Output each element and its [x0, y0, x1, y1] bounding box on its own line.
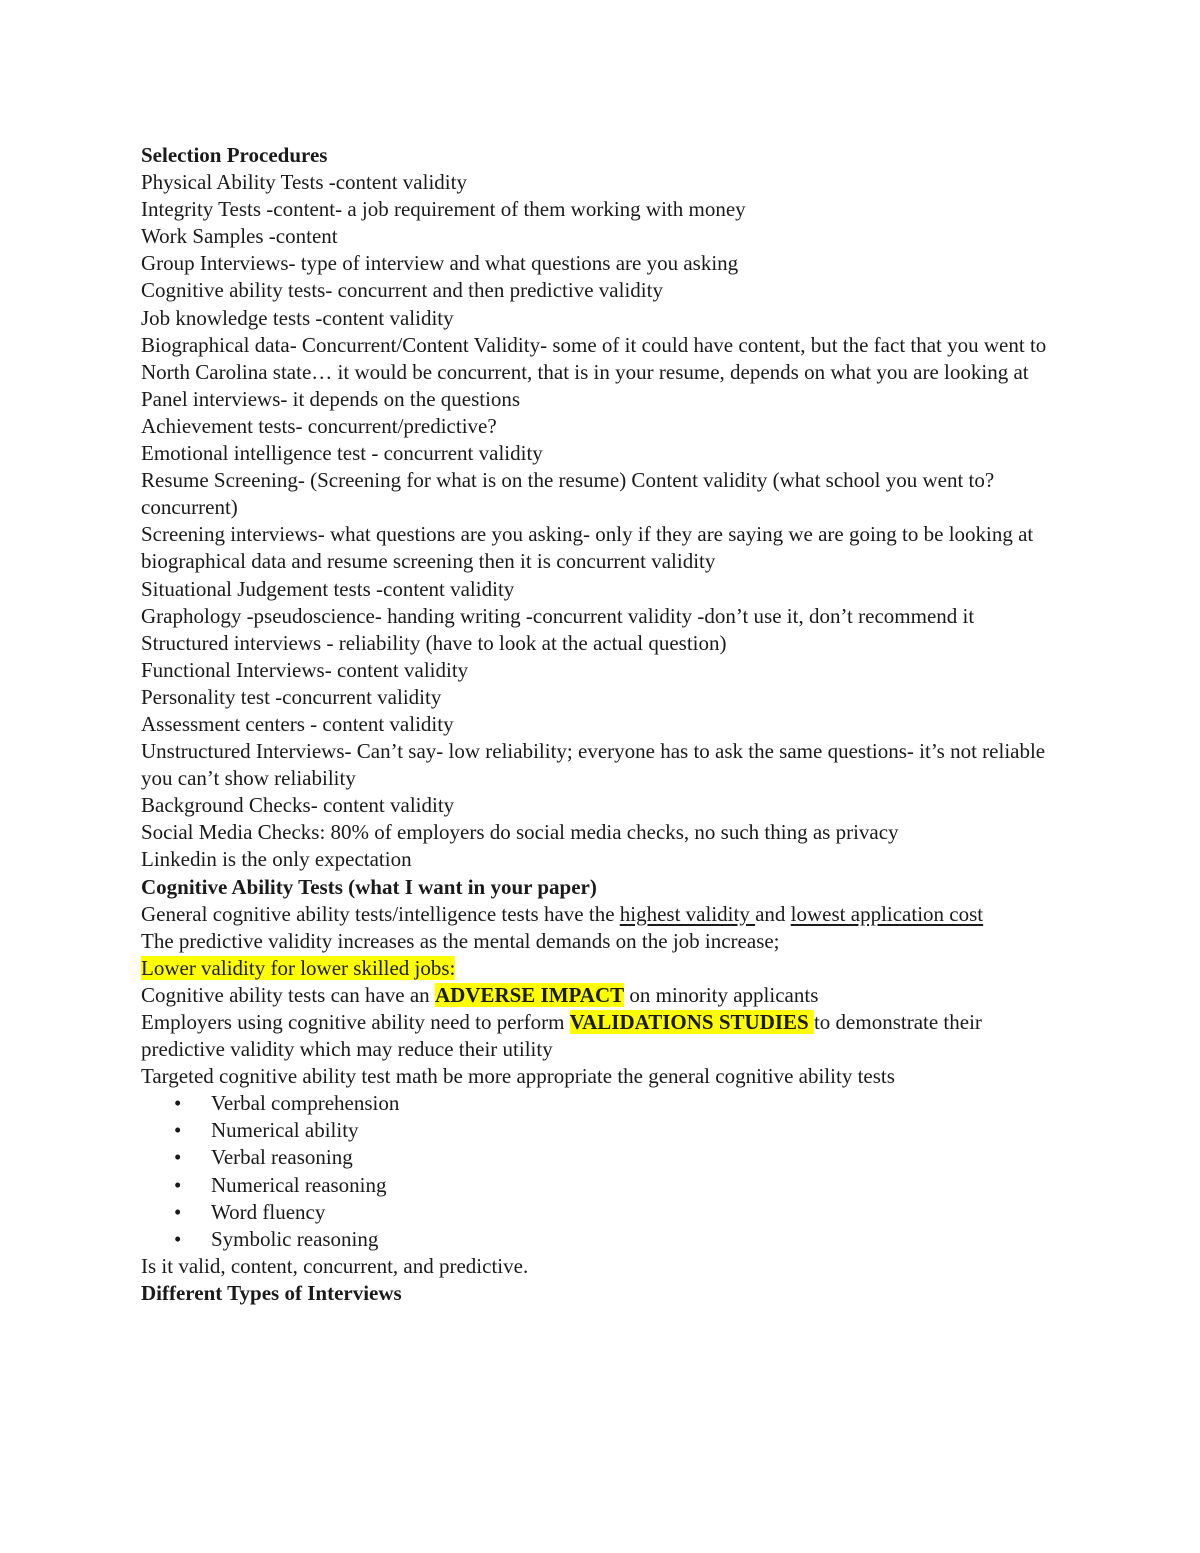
section-heading-different-types-of-interviews: Different Types of Interviews [141, 1280, 402, 1305]
bullet-icon: • [174, 1172, 182, 1197]
highlighted-lower-validity: Lower validity for lower skilled jobs: [141, 955, 456, 980]
selection-line-situational-judgement: Situational Judgement tests -content validity [141, 576, 515, 601]
selection-line-functional-interviews: Functional Interviews- content validity [141, 657, 469, 682]
bullet-icon: • [174, 1199, 182, 1224]
cognitive-predictive-line: The predictive validity increases as the mental demands on the job increase; [141, 928, 780, 953]
validation-pre: Employers using cognitive ability need to perform [141, 1010, 570, 1034]
highlighted-adverse-impact: ADVERSE IMPACT [434, 982, 625, 1007]
cognitive-general-line [141, 901, 1071, 928]
list-item-label: Numerical ability [211, 1118, 359, 1143]
cognitive-validation-studies-line [141, 1009, 1071, 1063]
list-item-label: Verbal reasoning [211, 1145, 353, 1170]
bullet-icon: • [174, 1091, 182, 1116]
highlighted-validation-studies: VALIDATIONS STUDIES [569, 1010, 814, 1034]
bullet-icon: • [174, 1145, 182, 1170]
selection-line-structured-interviews: Structured interviews - reliability (have to look at the actual question) [141, 630, 727, 655]
cognitive-general-text: General cognitive ability tests/intelligence tests have the [141, 901, 620, 926]
selection-line-job-knowledge: Job knowledge tests -content validity [141, 305, 454, 330]
section-heading-cognitive-ability-tests: Cognitive Ability Tests (what I want in your paper) [141, 874, 597, 899]
list-item [141, 1117, 1071, 1144]
cognitive-ability-bullet-list [141, 1090, 1071, 1253]
selection-line-group-interviews: Group Interviews- type of interview and what questions are you asking [141, 251, 739, 276]
underlined-lowest-application-cost: lowest application cost [790, 901, 984, 926]
selection-line-linkedin: Linkedin is the only expectation [141, 847, 412, 872]
cognitive-lower-validity-line [141, 955, 1071, 982]
list-item-label: Word fluency [211, 1199, 326, 1224]
list-item [141, 1090, 1071, 1117]
cognitive-general-and: and [755, 901, 791, 926]
selection-line-work-samples: Work Samples -content [141, 224, 338, 249]
list-item [141, 1144, 1071, 1171]
selection-line-achievement-tests: Achievement tests- concurrent/predictive? [141, 413, 497, 438]
adverse-impact-post: on minority applicants [624, 982, 819, 1007]
cognitive-targeted-line: Targeted cognitive ability test math be more appropriate the general cognitive ability tests [141, 1064, 895, 1089]
section-heading-selection-procedures: Selection Procedures [141, 143, 328, 167]
list-item-label: Verbal comprehension [211, 1091, 400, 1116]
list-item [141, 1172, 1071, 1199]
selection-line-assessment-centers: Assessment centers - content validity [141, 711, 454, 736]
selection-line-cognitive-ability: Cognitive ability tests- concurrent and then predictive validity [141, 278, 663, 303]
cognitive-adverse-impact-line [141, 982, 1071, 1009]
list-item [141, 1226, 1071, 1253]
selection-line-integrity-tests: Integrity Tests -content- a job requirement of them working with money [141, 197, 746, 222]
validation-post: to demonstrate their predictive validity which may reduce their utility [141, 1010, 982, 1062]
selection-line-graphology: Graphology -pseudoscience- handing writing -concurrent validity -don’t use it, don’t recommend it [141, 603, 975, 628]
bullet-icon: • [174, 1226, 182, 1251]
document-page [141, 142, 1071, 1307]
selection-line-personality-test: Personality test -concurrent validity [141, 684, 442, 709]
cognitive-closing-line: Is it valid, content, concurrent, and predictive. [141, 1253, 529, 1278]
underlined-highest-validity: highest validity [619, 901, 756, 926]
selection-line-social-media-checks: Social Media Checks: 80% of employers do social media checks, no such thing as privacy [141, 820, 899, 845]
list-item-label: Numerical reasoning [211, 1172, 387, 1197]
list-item-label: Symbolic reasoning [211, 1226, 379, 1251]
selection-line-background-checks: Background Checks- content validity [141, 793, 455, 818]
adverse-impact-pre: Cognitive ability tests can have an [141, 982, 435, 1007]
selection-line-resume-screening: Resume Screening- (Screening for what is on the resume) Content validity (what school you went to? concurrent) [141, 468, 995, 520]
selection-line-screening-interviews: Screening interviews- what questions are you asking- only if they are saying we are going to be looking at biographical data and resume screening then it is concurrent validity [141, 522, 1034, 574]
selection-line-biographical-data: Biographical data- Concurrent/Content Validity- some of it could have content, but the fact that you went to North Carolina state… it would be concurrent, that is in your resume, depends on what you are looking at [141, 332, 1047, 384]
list-item [141, 1199, 1071, 1226]
selection-line-physical-ability: Physical Ability Tests -content validity [141, 170, 467, 195]
bullet-icon: • [174, 1118, 182, 1143]
selection-line-emotional-intelligence: Emotional intelligence test - concurrent validity [141, 441, 543, 466]
selection-line-unstructured-interviews: Unstructured Interviews- Can’t say- low reliability; everyone has to ask the same questions- it’s not reliable you can’t show reliability [141, 739, 1046, 791]
selection-line-panel-interviews: Panel interviews- it depends on the questions [141, 386, 521, 411]
